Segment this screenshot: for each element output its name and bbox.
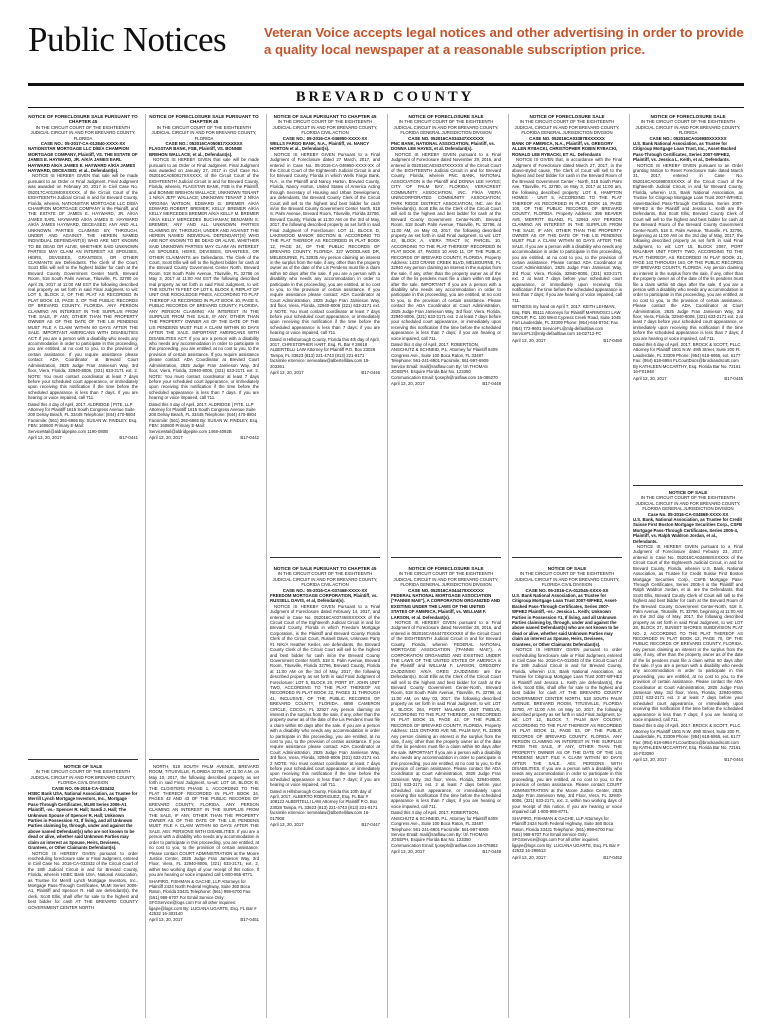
notice-code: B17-0445 xyxy=(724,375,743,381)
notice-code: B17-0451 xyxy=(240,917,259,923)
notice-court: IN THE CIRCUIT COURT OF THE EIGHTEENTH JUDICIAL CIRCUIT IN AND FOR BREVARD COUNTY, FLORIDA GENERAL JURISDICTION DIVISION xyxy=(393,571,499,588)
notice-case-number: CASE NO. 052016CA044470XXXXXX xyxy=(408,587,484,593)
notice-signature: WITNESS my hand on April 7, 2017. KEITH LEHMAN, Esq. FBN. 85111 Attorneys for Plaintiff MARINOSCI LAW GROUP, P.C. 100 West Cypress Creek Road, Suite 1045 Fort Lauderdale, FL 33309 Phone: (954)-644-8704; Fax (954) 772-9601 ServiceFL@mlg-defaultlaw.com ServiceFL2@mlg-defaultlaw.com 16-02712-FC xyxy=(512,304,621,337)
notice-footer xyxy=(28,435,138,440)
notice-parties: BANK OF AMERICA, N.A., Plaintiff, vs. GREGORY ALLEN RYBACKI, CHRISTOPHER ROBIN RYBACKI, RONALD LEE RYBACKI, ET AL. Defendants xyxy=(512,141,618,157)
notice-parties: FLAGSTAR BANK, FSB, Plaintiff, VS. BONNIE BREHON WALLACE; et al., Defendant(s). xyxy=(149,146,243,157)
column-4 xyxy=(391,114,501,1018)
legal-notice xyxy=(633,490,743,1018)
notice-footer xyxy=(391,849,501,854)
notice-court: IN THE CIRCUIT COURT OF THE EIGHTEENTH JUDICIAL CIRCUIT IN AND FOR BREVARD COUNTY, FLORIDA CIVIL DIVISION xyxy=(30,769,136,786)
notice-parties: U.S. Bank, National Association, as Trustee for Credit Suisse First Boston Mortgage Securities Corp., CSFB Mortgage Pass-Through Certificates, Series 2005-4, Plaintiff, vs. Ralph Waldron Jordan, et al., Defendants. xyxy=(633,517,743,544)
legal-notice xyxy=(270,114,380,554)
notice-body-text: NOTICE IS HEREBY GIVEN pursuant to a Final Judgment of Foreclosure dated November 29, 2016, and entered in 052016CA034347XXXXXX of the Circuit Court of the EIGHTEENTH Judicial Circuit in and for Brevard County, Florida, wherein PNC BANK, NATIONAL ASSOCIATION is the Plaintiff and DONNA LEE HAYES; CITY OF PALM BAY, FLORIDA; VERACREST COMMUNITY ASSOCIATION, INC. F/K/A VIERA UNINCORPORATED COMMUNITY ASSOCIATION; PARK RIDGE DISTRICT ASSOCIATION, INC. are the Defendant(s). Scott Ellis as the Clerk of the Circuit Court will sell to the highest and best bidder for cash at the Brevard County Government Center-North, Brevard Room, 518 South Palm Avenue, Titusville, FL 32796, at 11:00 AM, on May 03, 2017, the following described property as set forth in said Final Judgment, to wit: LOT 42, BLOCK A, VIERA TRACT IV, PARCEL 10, ACCORDING TO THE PLAT THEREOF RECORDED IN PLAT BOOK 47, PAGES 10 AND 11, OF THE PUBLIC RECORDS OF BREVARD COUNTY, FLORIDA. Property Address: 1433 CRANE CREEK BLVD, MELBOURNE, FL 32940 Any person claiming an interest in the surplus from the sale, if any, other than the property owner as of the date of the lis pendens must file a claim within 60 days after the sale. IMPORTANT If you are a person with a disability who needs any accommodation in order to participate in this proceeding, you are entitled, at no cost to you, to the provision of certain assistance. Please contact the ADA Coordinator at Court Administration, 2825 Judge Fran Jamieson Way, 3rd floor, Viera, Florida, 32940-8006, (321) 633-2171 ext. 2 at least 7 days before your scheduled court appearance, or immediately upon receiving this notification if the time before the scheduled appearance is less than 7 days; if you are hearing or voice impaired, call 711. xyxy=(391,151,501,341)
notice-signature: Dated this 6 day of April, 2017. BROCK & SCOTT, PLLC Attorney for Plaintiff 1501 N.W. 49th Street, Suite 200 Ft. Lauderdale, FL 33309 Phone: (954) 618-6955, ext. 6177 Fax: (954) 618-6954 FLCourtDocs@brockandscott.com By KATHLEEN MCCARTHY, Esq. Florida Bar No. 72161 16-F03090 xyxy=(633,723,741,756)
notice-body xyxy=(149,764,259,878)
notice-publish-dates: April 13, 20, 2017 xyxy=(633,756,667,762)
notice-heading: NOTICE OF FORECLOSURE SALE xyxy=(650,114,726,119)
notice-body xyxy=(149,157,259,400)
notice-body xyxy=(28,173,138,400)
notice-footer xyxy=(633,376,743,381)
notice-body-text: NOTICE IS HEREBY GIVEN that sale will be made pursuant to an Order or Final Judgment. Final Judgment was awarded on February 20, 2017 in Civil Case No. 052017CA012840XXXXXX, of the Circuit Court of the EIGHTEENTH Judicial Circuit in and for Brevard County, Florida, wherein, NATIONSTAR MORTGAGE LLC D/B/A CHAMPION MORTGAGE COMPANY is the Plaintiff, and THE ESTATE OF JAMES E. HAYWARD, JR. A/K/A JAMES EARL HAYWARD A/K/A JAMES E. HAYWARD A/K/A JAMES HAYWARD, DECEASED; ANY AND ALL UNKNOWN PARTIES CLAIMING BY, THROUGH, UNDER AND AGAINST THE HEREIN NAMED INDIVIDUAL DEFENDANT(S) WHO ARE NOT KNOWN TO BE DEAD OR ALIVE, WHETHER SAID UNKNOWN PARTIES MAY CLAIM AN INTEREST AS SPOUSES, HEIRS, DEVISEES, GRANTEES, OR OTHER CLAIMANTS are Defendants. The Clerk of the Court, Scott Ellis will sell to the highest bidder for cash at the Brevard County Government Center North, Brevard Room, 518 South Palm Avenue, Titusville, FL 32780 on April 26, 2017 at 11:00 AM EST the following described real property as set forth in said Final Judgment, to wit: LOT 5, BLOCK 2, OF THE PLAT AS RECORDED IN PLAT BOOK 10, PAGE 3, OF THE PUBLIC RECORDS OF BREVARD COUNTY, FLORIDA. ANY PERSON CLAIMING AN INTEREST IN THE SURPLUS FROM THE SALE, IF ANY, OTHER THAN THE PROPERTY OWNER AS OF THE DATE OF THE LIS PENDENS MUST FILE A CLAIM WITHIN 60 DAYS AFTER THE SALE. IMPORTANT AMERICANS WITH DISABILITIES ACT: If you are a person with a disability who needs any accommodation in order to participate in this proceeding, you are entitled, at no cost to you, to the provision of certain assistance. If you require assistance please contact: ADA Coordinator at Brevard Court Administration, 2825 Judge Fran Jamieson Way, 3rd floor, Viera, Florida, 32940-8006, (321) 633-2171 ext. 2. NOTE: You must contact coordinator at least 7 days before your scheduled court appearance, or immediately upon receiving this notification if the time before the scheduled appearance is less than 7 days. If you are hearing or voice impaired, call 711. xyxy=(28,173,138,401)
notice-body-text: NOTICE IS HEREBY GIVEN pursuant to a Final Judgment of Foreclosure dated November 28, 2016, and entered in 052016CA044470XXXXXX of the Circuit Court of the EIGHTEENTH Judicial Circuit in and for Brevard County, Florida, wherein FEDERAL NATIONAL MORTGAGE ASSOCIATION ("FANNIE MAE"), A CORPORATION ORGANIZED AND EXISTING UNDER THE LAWS OF THE UNITED STATES OF AMERICA is the Plaintiff and WILLIAM F. LARSON; GREGORY ZAJDZINSKI A/K/A GREG ZAJDZINSKI are the Defendant(s). Scott Ellis as the Clerk of the Circuit Court will sell to the highest and best bidder for cash at the Brevard County Government Center-North, Brevard Room, 518 South Palm Avenue, Titusville, FL 32796, at 11:00 AM, on May 03, 2017, the following described property as set forth in said Final Judgment, to wit: LOT 8, BLOCK 264, PORT MALABAR UNIT TWELVE, ACCORDING TO THE PLAT THEREOF, AS RECORDED IN PLAT BOOK 15, PAGE 42, OF THE PUBLIC RECORDS OF BREVARD COUNTY, FLORIDA. Property Address: 1115 ONTARIO AVE NE, PALM BAY, FL 32905 Any person claiming an interest in the surplus from the sale, if any, other than the property owner as of the date of the lis pendens must file a claim within 60 days after the sale. IMPORTANT If you are a person with a disability who needs any accommodation in order to participate in this proceeding, you are entitled, at no cost to you, to the provision of certain assistance. Please contact the ADA Coordinator at Court Administration, 2825 Judge Fran Jamieson Way, 3rd floor, Viera, Florida, 32940-8006, (321) 633-2171 ext. 2 at least 7 days before your scheduled court appearance, or immediately upon receiving this notification if the time before the scheduled appearance is less than 7 days; if you are hearing or voice impaired, call 711. xyxy=(391,620,501,809)
county-heading: BREVARD COUNTY xyxy=(295,89,475,105)
legal-notice xyxy=(270,566,380,1018)
notice-signature: Dated this 6 day of April, 2017. BROCK & SCOTT, PLLC Attorney for Plaintiff 1501 N.W. 49th Street, Suite 200 Ft. Lauderdale, FL 33309 Phone: (954) 618-6955, ext. 6177 Fax: (954) 618-6954 FLCourtDocs@brockandscott.com By KATHLEEN MCCARTHY, Esq. Florida Bar No. 72161 16-F01948 xyxy=(633,342,741,375)
notice-body xyxy=(633,163,743,341)
notice-footer xyxy=(149,917,259,922)
notice-case-number: CASE NO.: 05-2016-CA-037468-XXXX-XX xyxy=(282,587,368,593)
notice-footer xyxy=(270,370,380,375)
notice-body xyxy=(633,544,743,722)
notice-code: B17-0448 xyxy=(482,380,501,386)
column-divider xyxy=(387,114,388,1018)
notice-heading: NOTICE OF SALE xyxy=(668,490,708,495)
notice-publish-dates: April 13, 20, 2017 xyxy=(633,375,667,381)
legal-notice xyxy=(633,114,743,482)
notice-parties: HSBC Bank USA, National Association, as Trustee for Merrill Lynch Mortgage Investors, Inc., Mortgage Pass-Through Certificates, MLMI Series 2006-A1 Plaintiff, -vs.- Spencer R. Hall; Sandi J. Hall; The Unknown Spouse of Spencer R. Hall; Unknown Parties in Possession #1, If living, and all Unknown Parties claiming by, through, under and against the above named Defendant(s) who are not known to be dead or alive, whether said Unknown Parties may claim an interest as Spouse, Heirs, Devisees, Grantees, or Other Claimants Defendant(s). xyxy=(28,791,138,851)
notice-publish-dates: April 13, 20, 2017 xyxy=(270,370,304,376)
notice-body xyxy=(270,152,380,336)
notice-parties: U.S. Bank National Association, as Trustee for Citigroup Mortgage Loan Trust 2007-WFHE2, Asset-Backed Pass-Through Certificates, Series 2007-WFHE2 Plaintiff, -vs.- Jessica L. Keith; Unknown Parties in Possession #1, If living, and all Unknown Parties claiming by, through, under and against the above named Defendant(s) who are not known to be dead or alive, whether said Unknown Parties may claim an interest as Spouse, Heirs, Devisees, Grantees, or Other Claimants Defendant(s). xyxy=(512,593,619,647)
notice-body xyxy=(391,620,501,809)
notice-separator xyxy=(633,485,743,486)
notice-case-number: CASE NO.: 05-2016-CA-046950-XXXX-XX xyxy=(282,135,368,141)
notice-case-number: CASE NO. 05-2016-CA-033432 xyxy=(51,785,115,791)
notice-publish-dates: April 13, 20, 2017 xyxy=(270,822,304,828)
notice-footer xyxy=(512,855,622,860)
notice-body xyxy=(391,152,501,341)
column-divider xyxy=(145,114,146,1018)
notice-heading: NOTICE OF FORECLOSURE SALE PURSUANT TO CHAPTER 45 xyxy=(149,114,259,125)
legal-notice xyxy=(391,566,501,1018)
column-1 xyxy=(28,114,138,1018)
notice-case-number: CASE NO. 052016CA034347XXXXXX xyxy=(408,135,484,141)
notice-parties: FREEDOM MORTGAGE CORPORATION, Plaintiff, vs. RUSSELL DAVIS, et al, Defendant(s). xyxy=(270,593,378,604)
legal-notice xyxy=(512,566,622,1018)
notice-publish-dates: April 13, 20, 2017 xyxy=(512,854,546,860)
notice-court: IN THE CIRCUIT COURT OF THE EIGHTEENTH JUDICIAL CIRCUIT IN AND FOR BREVARD COUNTY, FLORIDA CIVIL ACTION xyxy=(272,571,378,588)
column-divider xyxy=(508,114,509,1018)
notice-code: B17-0450 xyxy=(603,337,622,343)
notice-heading: NOTICE OF SALE PURSUANT TO CHAPTER 45 xyxy=(273,566,377,571)
notice-parties: WELLS FARGO BANK, N.A., Plaintiff, vs. NANCY HORTON et al., Defendant(s). xyxy=(270,141,369,152)
notice-case-number: CASE NO.: 052016CA050817XXXXXX xyxy=(165,141,243,147)
notice-case-number: CASE NO.: 05-2017-CA-012840-XXXX-XX xyxy=(40,141,126,147)
notice-separator xyxy=(149,759,259,760)
notice-case-number: CASE NO. 05-2016-CA-012045-XXXX-XX xyxy=(525,587,609,593)
notice-case-number: CASE NO.: 052016CA016980XXXXXX xyxy=(649,135,727,141)
notice-code: B17-0452 xyxy=(603,854,622,860)
notice-body xyxy=(512,647,622,815)
notice-separator xyxy=(391,557,501,558)
notice-body-text: NOTICE IS HEREBY GIVEN Pursuant to a Final Judgment of Foreclosure dated February 14, 2017, and entered in Case No. 052016CA037468XXXXXX of the Circuit Court of the Eighteenth Judicial Circuit in and for Brevard County, Florida in which Freedom Mortgage Corporation, is the Plaintiff and Brevard County Florida Clerk of the Circuit Court, Russell Davis, Unknown Party #1 N/K/A Heather Kesler, are defendants, the Brevard County Clerk of the Circuit Court will sell to the highest and best bidder for cash in/on the Brevard County Government Center North, 518 S. Palm Avenue, Brevard Room, Titusville, Florida 32796, Brevard County, Florida at 11:00 AM on the 3rd of May, 2017, the following described property as set forth in said Final Judgment of Foreclosure: LOT 5, BLOCK 20, PORT ST. JOHN UNIT TWO, ACCORDING TO THE PLAT THEREOF AS RECORDED IN PLAT BOOK 22, PAGES 31 THROUGH 41, INCLUSIVE, OF THE PUBLIC RECORDS OF BREVARD COUNTY, FLORIDA. 6890 CAMERON CIRCLE, COCOA, FL 32927 Any person claiming an interest in the surplus from the sale, if any, other than the property owner as of the date of the Lis Pendens must file a claim within 60 days after the sale. If you are a person with a disability who needs any accommodation in order to participate in this proceeding, you are entitled, at no cost to you, to the provision of certain assistance. If you require assistance please contact: ADA Coordinator at Court Administration, 2825 Judge Fran Jamieson Way, 3rd floor, Viera, Florida, 32940-8006 (321) 633-2171 ext. 2 NOTE: You must contact coordinator at least 7 days before your scheduled court appearance, or immediately upon receiving this notification if the time before the scheduled appearance is less than 7 days; if you are hearing or voice impaired, call 711. xyxy=(270,603,380,788)
column-2 xyxy=(149,114,259,1018)
notice-heading: NOTICE OF SALE PURSUANT TO CHAPTER 45 xyxy=(273,114,377,119)
notice-publish-dates: April 13, 20, 2017 xyxy=(391,849,425,855)
notice-code: B17-0444 xyxy=(724,756,743,762)
notice-footer xyxy=(391,381,501,386)
column-6 xyxy=(633,114,743,1018)
notice-heading: NOTICE OF SALE xyxy=(63,764,103,769)
notice-signature: Dated this 4 day of April, 2017. ROBERTSON, ANSCHUTZ & SCHNEID, P.L. Attorney for Plaintiff 6409 Congress Ave., Suite 100 Boca Raton, FL 33487 Telephone: 561-241-6901 Facsimile: 561-997-6909 Service Email: mail@rasflaw.com By: \S\ THOMAS JOSEPH, Esquire Florida Bar No. 123350 Communication Email: tjoseph@rasflaw.com 16-085270 xyxy=(391,342,498,380)
legal-notice xyxy=(28,764,138,1018)
masthead-rule-top xyxy=(28,83,744,86)
masthead-tagline: Veteran Voice accepts legal notices and other advertising in order to provide a quality local newspaper at a reasonable subscription price. xyxy=(264,25,744,57)
masthead-rule-bottom xyxy=(28,107,744,108)
notice-footer xyxy=(270,822,380,827)
notice-body xyxy=(512,157,622,303)
legal-notice xyxy=(149,114,259,756)
legal-notice xyxy=(512,114,622,554)
notice-parties: PNC BANK, NATIONAL ASSOCIATION, Plaintiff, vs. DONNA LEE HAYES, et al. Defendant(s). xyxy=(391,141,495,152)
notice-body-text: NOTICE IS HEREBY GIVEN that sale will be made pursuant to an Order or Final Judgment. Final Judgment was awarded on January 27, 2017 in Civil Case No. 052016CA050817XXXXXX, of the Circuit Court of the EIGHTEENTH Judicial Circuit in and for Brevard County, Florida, wherein, FLAGSTAR BANK, FSB is the Plaintiff, and BONNIE BREHON WALLACE; UNKNOWN TENANT 1 N/K/A JEFF WALLACE; UNKNOWN TENANT 2 N/K/A VIRGINIA WATSON; EDWARD G. BREMER A/K/A EDWARD ROBERT BREMER; KELLY BREMER A/K/A KELLY MERCEDES BREMER A/K/A KELLY M. BREMER A/K/A KELLY MERCEDES BUCHANAN; BENJAMIN S. BREMER; ANY AND ALL UNKNOWN PARTIES CLAIMING BY, THROUGH, UNDER AND AGAINST THE HEREIN NAMED INDIVIDUAL DEFENDANT(S) WHO ARE NOT KNOWN TO BE DEAD OR ALIVE, WHETHER SAID UNKNOWN PARTIES MAY CLAIM AN INTEREST AS SPOUSES, HEIRS, DEVISEES, GRANTEES, OR OTHER CLAIMANTS are Defendants. The Clerk of the Court, Scott Ellis will sell to the highest bidder for cash at the Brevard County Government Center North, Brevard Room, 518 South Palm Avenue, Titusville, FL 32796 on May 3, 2017 at 11:00 AM EST the following described real property as set forth in said Final Judgment, to wit: THE SOUTH 75 FEET OF LOT 6, BLOCK 8, REPLAT OF UNIT ONE ROCKLEDGE PINES, ACCORDING TO PLAT THEREOF AS RECORDED IN PLAT BOOK 10, PAGE 5, PUBLIC RECORDS OF BREVARD COUNTY, FLORIDA. ANY PERSON CLAIMING AN INTEREST IN THE SURPLUS FROM THE SALE, IF ANY, OTHER THAN THE PROPERTY OWNER AS OF THE DATE OF THE LIS PENDENS MUST FILE A CLAIM WITHIN 60 DAYS AFTER THE SALE. IMPORTANT AMERICANS WITH DISABILITIES ACT: If you are a person with a disability who needs any accommodation in order to participate in this proceeding, you are entitled, at no cost to you, to the provision of certain assistance. If you require assistance please contact: ADA Coordinator at Brevard Court Administration, 2825 Judge Fran Jamieson Way, 3rd floor, Viera, Florida, 32940-8006, (321) 633-2171 ext. 2. NOTE: You must contact coordinator at least 7 days before your scheduled court appearance, or immediately upon receiving this notification if the time before the scheduled appearance is less than 7 days. If you are hearing or voice impaired, call 711. xyxy=(149,157,259,401)
notice-body-text: NOTICE IS HEREBY GIVEN pursuant to a Final Judgment of Foreclosure dated Febuary 23, 2017, entered in Case No. 052016CA034868XXXXXX of the Circuit Court of the Eighteenth Judicial Circuit, in and for Brevard County, Florida, wherein U.S. Bank, National Association, as Trustee for Credit Suisse First Boston Mortgage Securities Corp., CSFB Mortgage Pass-Through Certificates, Series 2005-4 is the Plaintiff and Ralph Waldron Jordan, et al. are the Defendants, that Scott Ellis, Brevard County Clerk of Court will sell to the highest and best bidder for cash at the Brevard Room of the Brevard County Government Center-North, 518 S. Palm Avenue, Titusville, FL 32796, beginning at 11:00 AM on the 3rd day of May, 2017, the following described property as set forth in said Final Judgment, to wit: LOT 28, BLOCK 27, SUNSET SHORES SUBDIVISION PLAT NO. 2, ACCORDING TO THE PLAT THEREOF AS RECORDED IN PLAT BOOK 12, PAGE 70, OF THE PUBLIC RECORDS OF BREVARD COUNTY, FLORIDA. Any person claiming an interest in the surplus from the sale, if any, other than the property owner as of the date of the lis pendens must file a claim within 60 days after the sale. If you are a person with a disability who needs any accommodation in order to participate in this proceeding, you are entitled, at no cost to you, to the provision of certain assistance. Please contact the ADA Coordinator at Court Administration, 2825 Judge Fran Jamieson Way, 3rd floor, Viera, Florida, 32940-8006, (321) 633-2171 ext. 2 at least 7 days before your scheduled court appearance, or immediately upon receiving this notification if the time before the scheduled appearance is less than 7 days; if you are hearing or voice impaired, call 711. xyxy=(633,544,743,723)
notice-footer xyxy=(149,435,259,440)
notice-columns xyxy=(28,114,744,1018)
notice-heading: NOTICE OF SALE xyxy=(547,566,587,571)
notice-publish-dates: April 13, 20, 2017 xyxy=(149,434,183,440)
notice-body-text: NOTICE IS HEREBY GIVEN pursuant to order rescheduling foreclosure sale or Final Judgment, entered in Civil Case No. 2016-CA-033432 of the Circuit Court of the 18th Judicial Circuit in and for Brevard County, Florida, wherein HSBC Bank USA, National Association, as Trustee for Merrill Lynch Mortgage Investors, Inc., Mortgage Pass-Through Certificates, MLMI Series 2006-A1, Plaintiff and Spencer R. Hall are defendant(s), the clerk, Scott Ellis, shall offer for sale to the highest and best bidder for cash AT THE BREVARD COUNTY GOVERNMENT CENTER NORTH xyxy=(28,850,138,910)
notice-parties: NATIONSTAR MORTGAGE LLC D/B/A CHAMPION MORTGAGE COMPANY, Plaintiff, VS. THE ESTATE OF JAMES E. HAYWARD, JR. A/K/A JAMES EARL HAYWARD A/K/A JAMES E. HAYWARD A/K/A JAMES HAYWARD, DECEASED; et al., Defendant(s). xyxy=(28,146,138,174)
page-title: Public Notices xyxy=(28,20,227,59)
notice-heading: NOTICE OF FORECLOSURE SALE xyxy=(529,114,605,119)
notice-code: B17-0442 xyxy=(240,434,259,440)
column-divider xyxy=(266,114,267,1018)
notice-signature: Dated this 4 day of April, 2017. ALDRIDGE | PITE, LLP Attorney for Plaintiff 1615 South Congress Avenue Suite 200 Delray Beach, FL 33445 Telephone: (844) 470-8804 Facsimile: (561) 392-6965 By: SUSAN W. FINDLEY, Esq. FBN: 160600 Primary E-Mail: ServiceMail@aldridgepite.com 1190-080B xyxy=(28,401,138,434)
column-divider xyxy=(629,114,630,1018)
notice-signature: SHAPIRO, FISHMAN & GACHE, LLP Attorneys for Plaintiff 2424 North Federal Highway, Suite 360 Boca Raton, Florida 33431 Telephone: (561) 998-6700 Fax: (561) 998-6707 For Email Service Only: SFGService@logs.com For all other inquiries: ligajre@logs.com By: LUCIANA UGARTE, Esq. FL Bar # 42532 16-298613 xyxy=(512,815,620,854)
notice-publish-dates: April 13, 20, 2017 xyxy=(149,917,183,923)
notice-body xyxy=(28,851,138,910)
notice-heading: NOTICE OF FORECLOSURE SALE PURSUANT TO CHAPTER 45 xyxy=(28,114,138,125)
notice-footer xyxy=(512,338,622,343)
legal-notice xyxy=(149,764,259,1018)
notice-separator xyxy=(28,759,138,760)
notice-body xyxy=(270,604,380,788)
notice-publish-dates: April 13, 20, 2017 xyxy=(512,337,546,343)
notice-court: IN THE CIRCUIT COURT OF THE EIGHTEENTH JUDICIAL CIRCUIT IN AND FOR BREVARD COUNTY, FLORIDA CIVIL ACTION xyxy=(272,119,378,136)
notice-heading: NOTICE OF FORECLOSURE SALE xyxy=(408,566,484,571)
notice-signature: Dated this 4 day of April, 2017. ROBERTSON, ANSCHUTZ & SCHNEID, P.L. Attorney for Plaintiff 6409 Congress Ave., Suite 100 Boca Raton, FL 33487 Telephone: 561-241-6901 Facsimile: 561-997-6909 Service Email: mail@rasflaw.com By: \S\ THOMAS JOSEPH, Esquire Florida Bar No. 123350 Communication Email: tjoseph@rasflaw.com 16-076962 xyxy=(391,810,498,848)
column-3 xyxy=(270,114,380,1018)
notice-case-number: Case No. 05-2016-CA-034868-XXXX-XX xyxy=(647,511,729,517)
notice-court: IN THE CIRCUIT COURT OF THE EIGHTEENTH JUDICIAL CIRCUIT IN AND FOR BREVARD COUNTY, FLORIDA xyxy=(30,124,136,141)
notice-body-text: NOTICE IS GIVEN that, in accordance with the Final Judgment of Foreclosure dated March 27, 2017, in the above-styled cause, The Clerk of Court will sell to the highest and best bidder for cash in the Brevard Room of the Brevard Government Center - North, 518 South Palm Ave, Titusville, FL 32780, on May 3, 2017 at 11:00 am, the following described property: LOT 6, HAMPTON HOMES - UNIT 5, ACCORDING TO THE PLAT THEREOF AS RECORDED IN PLAT BOOK 16, PAGE 100, OF THE PUBLIC RECORDS OF BREVARD COUNTY, FLORIDA. Property Address: 395 BEAVER AVE, MERRITT ISLAND, FL 32953 ANY PERSON CLAIMING AN INTEREST IN THE SURPLUS FROM THE SALE, IF ANY, OTHER THAN THE PROPERTY OWNER AS OF THE DATE OF THE LIS PENDENS MUST FILE A CLAIM WITHIN 60 DAYS AFTER THE SALE. If you are a person with a disability who needs any accommodation in order to participate in this proceeding, you are entitled, at no cost to you, to the provision of certain assistance. Please contact ADA Coordinator at Court Administration, 2825 Judge Fran Jamieson Way, 3rd Floor, Viera, Florida, 32940-8006, (321) 633-2171 ext. 2 at least 7 days before your scheduled court appearance, or immediately upon receiving this notification if the time before the scheduled appearance is less than 7 days; if you are hearing or voice impaired, call 711. xyxy=(512,157,622,303)
notice-court: IN THE CIRCUIT COURT OF THE EIGHTEENTH JUDICIAL CIRCUIT IN AND FOR BREVARD COUNTY, FLORIDA GENERAL JURISDICTION DIVISION xyxy=(393,119,499,136)
notice-code: B17-0441 xyxy=(119,434,138,440)
notice-publish-dates: April 13, 20, 2017 xyxy=(28,434,62,440)
notice-parties: FEDERAL NATIONAL MORTGAGE ASSOCIATION ("FANNIE MAE"), A CORPORATION ORGANIZED AND EXISTING UNDER THE LAWS OF THE UNITED STATES OF AMERICA, Plaintiff, vs. WILLIAM F. LARSON, et al. Defendant(s). xyxy=(391,593,501,620)
notice-separator xyxy=(512,557,622,558)
notice-code: B17-0446 xyxy=(361,370,380,376)
notice-code: B17-0447 xyxy=(361,822,380,828)
notice-case-number: CASE NO. 052016CA033878XXXXXX xyxy=(529,135,605,141)
notice-signature: SHAPIRO, FISHMAN & GACHE, LLP Attorneys for Plaintiff 2424 North Federal Highway, Suite 360 Boca Raton, Florida 33431 Telephone: (561) 998-6700 Fax: (561) 998-6707 For Email Service Only: SFGService@logs.com For all other inquiries: ligajre@logs.com By: LUCIANA UGARTE, Esq. FL Bar # 42532 16-303140 xyxy=(149,878,257,916)
column-5 xyxy=(512,114,622,1018)
notice-separator xyxy=(270,557,380,558)
notice-parties: U.S. Bank National Association, as Trustee for Citigroup Mortgage Loan Trust, Inc., Asset-Backed Pass-Through Certificates, Series 2007-WFHE2, Plaintiff, vs. Jessica L. Keith, et al., Defendants. xyxy=(633,141,737,163)
notice-court: IN THE CIRCUIT COURT OF THE EIGHTEENTH JUDICIAL CIRCUIT IN AND FOR BREVARD COUNTY, FLORIDA GENERAL JURISDICTION DIVISION xyxy=(514,119,620,136)
notice-body-text: NOTICE IS HEREBY GIVEN pursuant to order rescheduling foreclosure sale or Final Judgment, entered in Civil Case No. 2016-CA-012045 of the Circuit Court of the 18th Judicial Circuit in and for Brevard County, Florida, wherein U.S. Bank National Association, as Trustee for Citigroup Mortgage Loan Trust 2007-WFHE2 is Plaintiff and Jessica L. Keith are defendant(s), the clerk, Scott Ellis, shall offer for sale to the highest and best bidder for cash AT THE BREVARD COUNTY GOVERNMENT CENTER NORTH, 518 SOUTH PALM AVENUE, BREVARD ROOM, TITUSVILLE, FLORIDA 32780, AT 11:00 A.M. on May 10, 2017, the following described property as set forth in said Final Judgment, to-wit: LOT 12, BLOCK 7, PALM BAY COLONY, ACCORDING TO THE PLAT THEREOF AS RECORDED IN PLAT BOOK 11, PAGE 53, OF THE PUBLIC RECORDS OF BREVARD COUNTY, FLORIDA. ANY PERSON CLAIMING AN INTEREST IN THE SURPLUS FROM THE SALE, IF ANY, OTHER THAN THE PROPERTY OWNER AS OF THE DATE OF THE LIS PENDENS MUST FILE A CLAIM WITHIN 60 DAYS AFTER THE SALE. Attn: PERSONS WITH DISABILITIES. If you are a person with a disability who needs any accommodation in order to participate in this proceeding, you are entitled, at no cost to you, to the provision of certain assistance. Please contact COURT ADMINISTRATION at the Moore Justice Center, 2825 Judge Fran Jamieson Way, 3rd Floor, Viera, FL 32940-8006, (321) 633-2171, ext. 2, within two working days of your receipt of this notice. If you are hearing or voice impaired call 1-800-955-8771. xyxy=(512,647,622,815)
notice-court: IN THE CIRCUIT COURT OF THE EIGHTEENTH JUDICIAL CIRCUIT IN AND FOR BREVARD COUNTY, FLORIDA xyxy=(635,119,741,136)
notice-signature: Dated in Hillsborough County, Florida this 4th day of April, 2017. CHRISTOPHER HART, Esq. FL Bar # 28618 ALBERTELLI LAW Attorney for Plaintiff P.O. Box 23028 Tampa, FL 33623 (813) 221-4743 (813) 221-9171 facsimile eService: servealaw@albertellilaw.com 15-203361 xyxy=(270,336,380,369)
notice-court: IN THE CIRCUIT COURT OF THE EIGHTEENTH JUDICIAL CIRCUIT IN AND FOR BREVARD COUNTY, FLORIDA xyxy=(151,124,257,141)
notice-code: B17-0449 xyxy=(482,849,501,855)
notice-publish-dates: April 13, 20, 2017 xyxy=(391,380,425,386)
notice-body-text: NOTICE IS HEREBY GIVEN Pursuant to a Final Judgment of Foreclosure dated 27 March, 2017, and entered in Case No. 05-2016-CA-046950-XXXX-XX of the Circuit Court of the Eighteenth Judicial Circuit in and for Brevard County, Florida in which Wells Fargo Bank, N.A., is the Plaintiff and Nancy Horton, Brevard County, Florida, Nancy Horton, United States of America Acting through Secretary of Housing and Urban Development, are defendants, the Brevard County Clerk of the Circuit Court will sell to the highest and best bidder for cash in/on the Brevard County Government Center North, 518 S. Palm Avenue, Brevard Room, Titusville, Florida 32796, Brevard County, Florida at 11:00 AM on the 3rd of May, 2017, the following described property as set forth in said Final Judgment of Foreclosure: LOT 11, BLOCK D, LAKEWOOD MANOR SECTION B, ACCORDING TO THE PLAT THEREOF AS RECORDED IN PLAT BOOK 12, PAGE 34, OF THE PUBLIC RECORDS OF BREVARD COUNTY, FLORIDA. 327 WOODLAKE DR, MELBOURNE, FL 32935 Any person claiming an interest in the surplus from the sale, if any, other than the property owner as of the date of the Lis Pendens must file a claim within 60 days after the sale. If you are a person with a disability who needs any accommodation in order to participate in this proceeding, you are entitled, at no cost to you, to the provision of certain assistance. If you require assistance please contact: ADA Coordinator at Court Administration, 2825 Judge Fran Jamieson Way, 3rd floor, Viera, Florida, 32940-8006 (321) 633-2171 ext. 2 NOTE: You must contact coordinator at least 7 days before your scheduled court appearance, or immediately upon receiving this notification if the time before the scheduled appearance is less than 7 days; if you are hearing or voice impaired, call 711. xyxy=(270,151,380,336)
masthead xyxy=(0,0,770,108)
notice-heading: NOTICE OF FORECLOSURE SALE xyxy=(408,114,484,119)
legal-notice xyxy=(391,114,501,554)
notice-court: IN THE CIRCUIT COURT OF THE EIGHTEENTH JUDICIAL CIRCUIT IN AND FOR BREVARD COUNTY, FLORIDA CIVIL DIVISION xyxy=(514,571,620,588)
notice-court: IN THE CIRCUIT COURT OF THE EIGHTEENTH JUDICIAL CIRCUIT IN AND FOR BREVARD COUNTY, FLORIDA GENERAL JURISDICTION DIVISION xyxy=(635,495,741,512)
notice-signature: Dated in Hillsborough County, Florida this 10th day of April, 2017. ALBERTO RODRIGUEZ, Esq. FL Bar # 108122 ALBERTELLI LAW Attorney for Plaintiff P.O. Box 23028 Tampa, FL 33623 (813) 221-4743 (813) 221-9171 facsimile eService: servealaw@albertellilaw.com 16-017908 xyxy=(270,788,378,821)
notice-body-text: NOTICE IS HEREBY GIVEN pursuant to an Order granting Motion to Reset Foreclosure Sale dated March 31, 2017, entered in Case No. 052016CA016980XXXXXX of the Circuit Court of the Eighteenth Judicial Circuit, in and for Brevard County, Florida, wherein U.S. Bank National Association, as Trustee for Citigroup Mortgage Loan Trust 2007-WFHE2, Asset-Backed Pass-Through Certificates, Series 2007-WFHE2 is the Plaintiff and Jessica L. Keith are the Defendants, that Scott Ellis, Brevard County Clerk of Court will sell to the highest and best bidder for cash at the Brevard Room of the Brevard County Government Center-North, 518 S. Palm Avenue, Titusville, FL 32796, beginning at 11:00 AM on the 3rd day of May, 2017, the following described property as set forth in said Final Judgment, to wit: LOT 15, BLOCK 2067, PORT MALABAR UNIT FORTY TWO, ACCORDING TO THE PLAT THEREOF, AS RECORDED IN PLAT BOOK 21, PAGE 143 THROUGH 163, OF THE PUBLIC RECORDS OF BREVARD COUNTY, FLORIDA. Any person claiming an interest in the surplus from the sale, if any, other than the property owner as of the date of the lis pendens must file a claim within 60 days after the sale. If you are a person with a disability who needs any accommodation in order to participate in this proceeding, you are entitled, at no cost to you, to the provision of certain assistance. Please contact the ADA Coordinator at Court Administration, 2825 Judge Fran Jamieson Way, 3rd floor, Viera, Florida, 32940-8006, (321) 633-2171 ext. 2 at least 7 days before your scheduled court appearance, or immediately upon receiving this notification if the time before the scheduled appearance is less than 7 days; if you are hearing or voice impaired, call 711. xyxy=(633,162,743,341)
legal-notice xyxy=(28,114,138,756)
notice-body-text: NORTH, 518 SOUTH PALM AVENUE, BREVARD ROOM, TITUSVILLE, FLORIDA 32780, AT 11:00 A.M. on May 10, 2017, the following described property as set forth in said Final Judgment, to-wit: LOT 18, BLOCK B, THE CLOISTERS PHASE 1, ACCORDING TO THE PLAT THEREOF RECORDED IN PLAT BOOK 34, PAGES 42 AND 43 OF THE PUBLIC RECORDS OF BREVARD COUNTY, FLORIDA. ANY PERSON CLAIMING AN INTEREST IN THE SURPLUS FROM THE SALE, IF ANY, OTHER THAN THE PROPERTY OWNER AS OF THE DATE OF THE LIS PENDENS MUST FILE A CLAIM WITHIN 60 DAYS AFTER THE SALE. Attn: PERSONS WITH DISABILITIES. If you are a person with a disability who needs any accommodation in order to participate in this proceeding, you are entitled, at no cost to you, to the provision of certain assistance. Please contact COURT ADMINISTRATION at the Moore Justice Center, 2825 Judge Fran Jamieson Way, 3rd Floor, Viera, FL 32940-8006, (321) 633-2171, ext. 2, within two working days of your receipt of this notice. If you are hearing or voice impaired call 1-800-955-8771. xyxy=(149,764,259,878)
notice-footer xyxy=(633,757,743,762)
notice-signature: Dated this 4 day of April, 2017. ALDRIDGE | PITE, LLP Attorney for Plaintiff 1615 South Congress Avenue Suite 200 Delray Beach, FL 33445 Telephone: (844) 470-8804 Facsimile: (561) 392-6965 By: SUSAN W. FINDLEY, Esq. FBN: 160600 Primary E-Mail: ServiceMail@aldridgepite.com 1468-4092B xyxy=(149,401,259,434)
